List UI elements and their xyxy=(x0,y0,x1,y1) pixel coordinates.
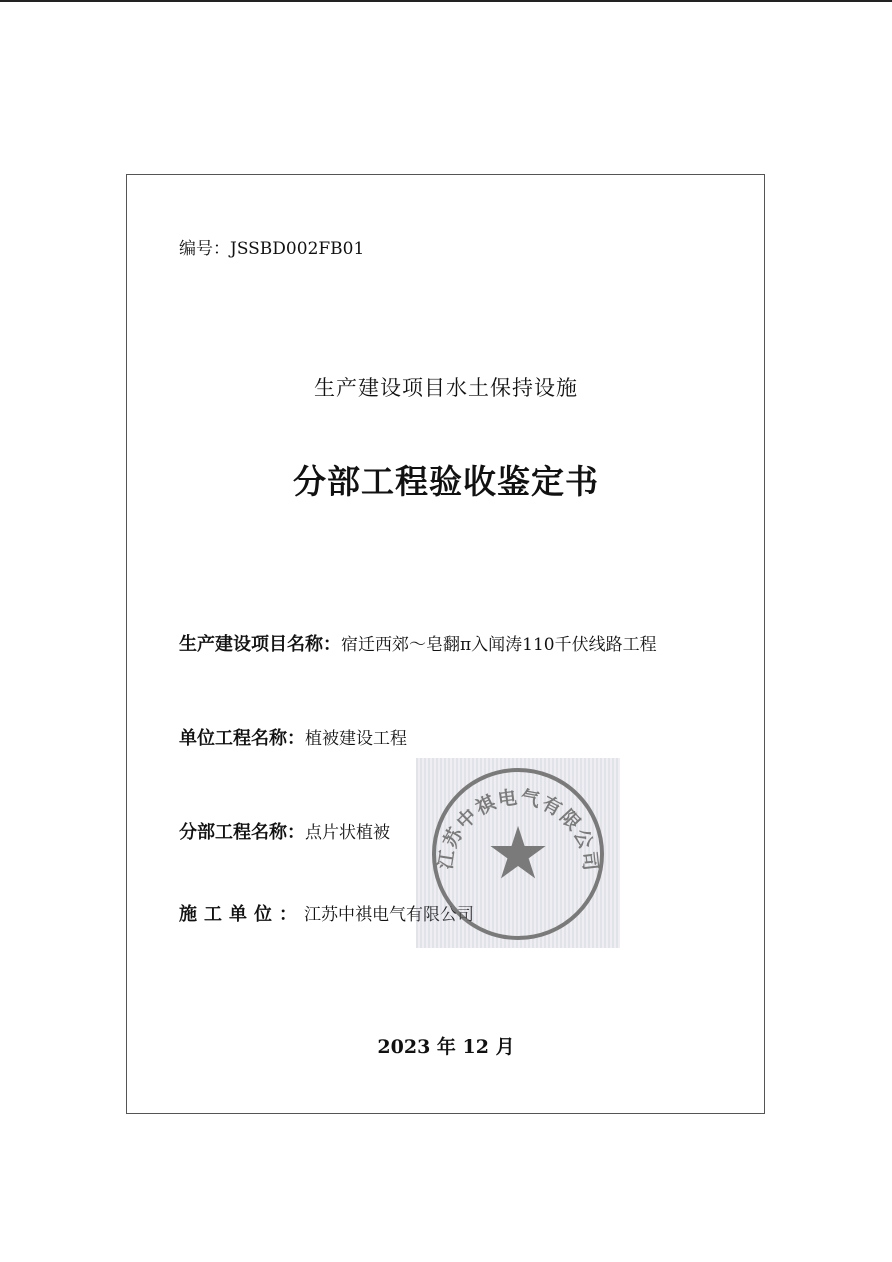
serial-value: JSSBD002FB01 xyxy=(230,239,365,259)
star-icon: ★ xyxy=(485,811,551,895)
document-date: 2023 年 12 月 xyxy=(377,1036,515,1058)
unit-project-value: 植被建设工程 xyxy=(305,729,407,749)
document-title: 分部工程验收鉴定书 xyxy=(293,462,599,501)
document-subtitle: 生产建设项目水土保持设施 xyxy=(314,376,578,400)
top-border-rule xyxy=(0,0,892,2)
unit-project-label: 单位工程名称： xyxy=(179,728,305,749)
project-name-value: 宿迁西郊～皂翻π入闻涛110千伏线路工程 xyxy=(341,635,657,655)
unit-project-field xyxy=(179,724,407,750)
sub-project-value: 点片状植被 xyxy=(305,823,390,843)
company-seal-stamp xyxy=(416,758,620,948)
contractor-value: 江苏中祺电气有限公司 xyxy=(304,905,474,925)
project-name-label: 生产建设项目名称： xyxy=(179,634,341,655)
sub-project-field xyxy=(179,818,390,844)
project-name-field xyxy=(179,630,657,656)
seal-ring-text: 江苏中祺电气有限公司 xyxy=(434,786,602,874)
contractor-label: 施工单位： xyxy=(179,904,304,925)
serial-label: 编号： xyxy=(179,239,230,259)
serial-number xyxy=(179,234,364,259)
sub-project-label: 分部工程名称： xyxy=(179,822,305,843)
